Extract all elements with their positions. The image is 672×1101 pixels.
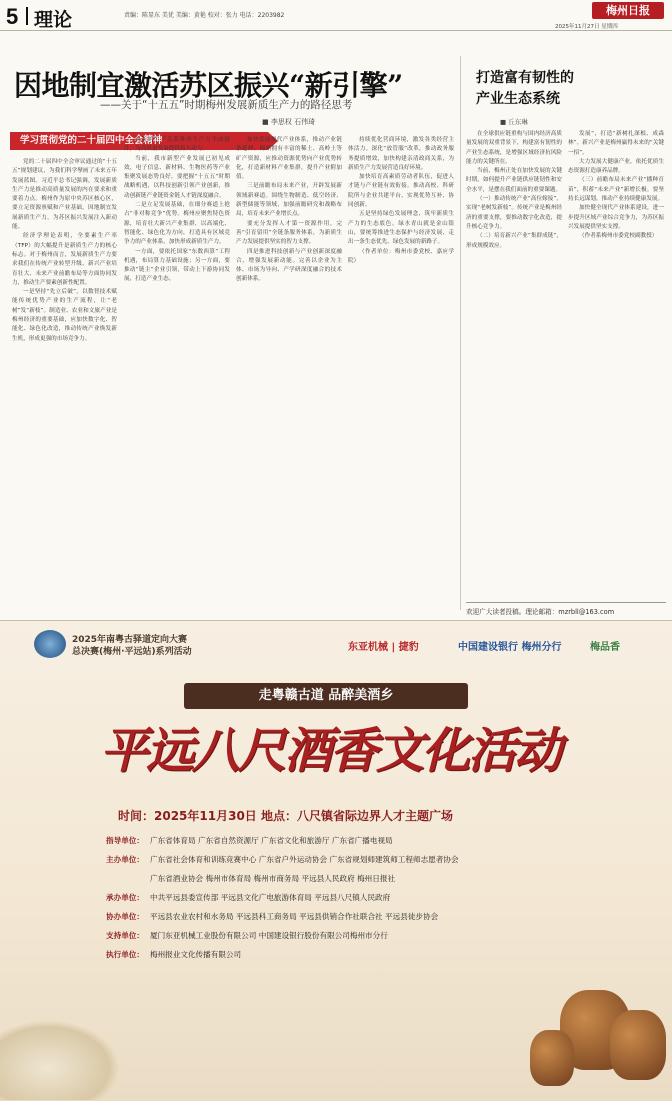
issue-date: 2025年11月27日 星期四 — [555, 24, 618, 30]
organizer-names: 广东省体育局 广东省自然资源厅 广东省文化和旅游厅 广东省广播电视局 — [150, 836, 393, 845]
paragraph: 发展“，打造“新树扎深根、成森林”。新兴产业是梅州赢得未来的“关键一招”。 — [568, 131, 664, 156]
organizer-names: 梅州报业文化传播有限公司 — [150, 950, 242, 959]
paragraph: 在全球供应链重构与国内经济高质量发展的双重背景下，构建富有韧性的产业生态系统，是增强区域经济抗风险能力的关键所在。 — [466, 131, 562, 165]
paragraph: 二是立足发展基础，在细分赛道上抢占“非对称竞争”优势。梅州应聚焦特色资源，培育壮大新兴产业集群，以高端化、智能化、绿色化为方向，打造具有区域竞争力的产业体系，加快形成新质生产力。 — [124, 202, 230, 246]
article-byline: ■ 李思权 石伟琦 — [262, 118, 316, 126]
sidebar-title-line-1: 打造富有韧性的 — [476, 70, 574, 86]
event-time-location: 时间：2025年11月30日 地点：八尺镇省际边界人才主题广场 — [118, 809, 453, 823]
organizer-row — [98, 892, 459, 911]
organizer-role: 执行单位： — [106, 950, 144, 959]
sidebar-column-1 — [466, 130, 562, 596]
editor-info: 责编：陈显东 美优 美编：黄艳 校对：张力 电话：2203982 — [124, 12, 285, 19]
organizer-row — [98, 911, 459, 930]
event-logo-icon — [34, 630, 66, 658]
paragraph: 加快培育高素质劳动者队伍，促进人才链与产业链有效衔接。推动高校、科研院所与企业共建平台，实现优势互补、协同创新。 — [348, 174, 454, 209]
paragraph: （二）培育新兴产业“集群成链”，形成规模效应。 — [466, 233, 562, 249]
column-divider — [460, 56, 461, 610]
paragraph: （作者单位：梅州市委党校、嘉应学院） — [348, 248, 454, 264]
paragraph: 以新的生产关系推动生产力全面提升，为高质量发展提供持久动力。 — [124, 137, 230, 153]
paragraph: 当前，我市新型产业发展已初见成效，电子信息、新材料、生物医药等产业集聚发展态势良好。要把握“十五五”时期战略机遇，以科技创新引领产业创新，推动创新链产业链资金链人才链深度融合。 — [124, 155, 230, 199]
paragraph: 持续优化营商环境，激发各类经营主体活力。深化“放管服”改革，推动政务服务提质增效，加快构建亲清政商关系，为新质生产力发展营造良好环境。 — [348, 137, 454, 171]
event-line-1: 2025年南粤古驿道定向大赛 — [72, 635, 188, 645]
ad-title: 平远八尺酒香文化活动 — [100, 723, 561, 779]
paragraph: 四是推进科技创新与产业创新深度融合，增强发展新动能。完善以企业为主体、市场为导向、产学研深度融合的技术创新体系。 — [236, 248, 342, 283]
masthead-divider — [26, 7, 28, 25]
paragraph: 要充分发挥人才第一资源作用，完善“引育留用”全链条服务体系，为新质生产力发展提供坚实的智力支撑。 — [236, 220, 342, 246]
organizer-list — [98, 835, 459, 968]
organizer-role: 承办单位： — [106, 893, 144, 902]
organizer-role: 协办单位： — [106, 912, 144, 921]
event-line-2: 总决赛(梅州·平远站)系列活动 — [72, 647, 192, 657]
paragraph: 经济学理论表明，全要素生产率（TFP）的大幅提升是新质生产力的核心标志。对于梅州而言，发展新质生产力要求我们在传统产业转型升级、新兴产业培育壮大、未来产业前瞻布局等方面协同发力，推动生产要素创新性配置。 — [12, 233, 117, 286]
submission-note: 欢迎广大读者投稿。理论邮箱：mzrbll@163.com — [466, 602, 666, 616]
paragraph: 加快发展现代产业体系，推动产业链条延伸。梅州拥有丰富的稀土、高岭土等矿产资源，应推动资源优势向产业优势转化，打造新材料产业集群，提升产业附加值。 — [236, 137, 342, 181]
sidebar-byline: ■ 丘东琳 — [500, 118, 528, 126]
column-banner: 学习贯彻党的二十届四中全会精神 — [10, 132, 268, 150]
organizer-row — [98, 854, 459, 873]
paragraph: 三是前瞻布局未来产业，开辟发展新领域新赛道。围绕生物制造、低空经济、新型储能等领域，加强前瞻研究和战略布局，培育未来产业增长点。 — [236, 183, 342, 218]
organizer-role: 支持单位： — [106, 931, 144, 940]
organizer-names: 平远县农业农村和水务局 平远县科工商务局 平远县供销合作社联合社 平远县徒步协会 — [150, 912, 439, 921]
organizer-names: 广东省酒业协会 梅州市体育局 梅州市商务局 平远县人民政府 梅州日报社 — [150, 874, 396, 883]
wine-jar-image — [530, 1030, 574, 1086]
article-column-1 — [12, 158, 117, 610]
paragraph: 党的二十届四中全会审议通过的“十五五”规划建议，为我们科学擘画了未来五年发展蓝图。习近平总书记强调，发展新质生产力是推动高质量发展的内在要求和重要着力点。梅州作为原中央苏区核心区，要立足资源禀赋和产业基础，因地制宜发展新质生产力，为苏区振兴发展注入新动能。 — [12, 159, 117, 231]
newspaper-logo: 梅州日报 — [592, 2, 664, 19]
ad-slogan: 走粤赣古道 品醉美酒乡 — [184, 683, 468, 709]
paragraph: 大力发展大健康产业，依托优质生态资源打造康养品牌。 — [568, 158, 664, 175]
sponsor-dongya: 东亚机械 | 捷豹 — [348, 642, 419, 653]
organizer-names: 中共平远县委宣传部 平远县文化广电旅游体育局 平远县八尺镇人民政府 — [150, 893, 391, 902]
article-column-3 — [236, 136, 342, 610]
organizer-row — [98, 930, 459, 949]
page-number: 5 — [6, 4, 19, 29]
sponsor-ccb: 中国建设银行 梅州分行 — [458, 642, 562, 653]
paragraph: 五是坚持绿色发展理念，筑牢新质生产力的生态底色。绿水青山就是金山银山，要统筹推进生态保护与经济发展，走出一条生态优先、绿色发展的新路子。 — [348, 211, 454, 246]
rice-image — [0, 1020, 120, 1100]
paragraph: 一方面，要依托国家“东数西算”工程机遇，布局算力基础设施；另一方面，要推动“链主”企业引领，带动上下游协同发展，打造产业生态。 — [124, 248, 230, 283]
organizer-row — [98, 949, 459, 968]
paragraph: （三）前瞻布局未来产业“播种育苗”，积蓄“未来产业”新增长极。要坚持长远谋划，推动产业持续健康发展。 — [568, 177, 664, 203]
event-name — [72, 634, 192, 658]
paragraph: 当前，梅州正处在加快发展的关键时期，如何提升产业链供应链韧性和安全水平，是摆在我们面前的重要课题。 — [466, 168, 562, 193]
article-column-4 — [348, 136, 454, 610]
organizer-row — [98, 835, 459, 854]
organizer-role: 指导单位： — [106, 836, 144, 845]
sidebar-title — [476, 68, 574, 110]
sidebar-title-line-2: 产业生态系统 — [476, 91, 560, 107]
article-subhead: ——关于“十五五”时期梅州发展新质生产力的路径思考 — [100, 99, 353, 111]
article-headline: 因地制宜激活苏区振兴“新引擎” — [14, 69, 403, 102]
section-name: 理论 — [34, 9, 73, 31]
organizer-row — [98, 873, 459, 892]
paragraph: 加快健全现代产业体系建设，进一步提升区域产业综合竞争力，为苏区振兴发展提供坚实支撑。 — [568, 205, 664, 230]
article-column-2 — [124, 136, 230, 610]
organizer-role: 主办单位： — [106, 855, 144, 864]
organizer-names: 厦门东亚机械工业股份有限公司 中国建设银行股份有限公司梅州市分行 — [150, 931, 388, 940]
paragraph: （作者系梅州市委党校副教授） — [579, 233, 658, 240]
organizer-names: 广东省社会体育和训练竞赛中心 广东省户外运动协会 广东省规划师建筑师工程师志愿者协会 — [150, 855, 459, 864]
paragraph: 一是坚持“先立后破”，以数智技术赋能传统优势产业的生产流程，让“老树”发“新枝”。制造业、农业和文旅产业是梅州经济的重要基础，应加快数字化、智能化、绿色化改造，推动传统产业焕发新生机，形成更强的市场竞争力。 — [12, 289, 117, 342]
wine-jar-image — [610, 1010, 666, 1080]
sponsor-meipinxiang: 梅品香 — [590, 642, 620, 653]
page-masthead — [0, 0, 672, 31]
paragraph: （一）推动传统产业“高位嫁接”，实现“老树发新枝”。传统产业是梅州经济的重要支撑，要推动数字化改造，提升核心竞争力。 — [466, 196, 562, 230]
sidebar-column-2 — [568, 130, 664, 596]
